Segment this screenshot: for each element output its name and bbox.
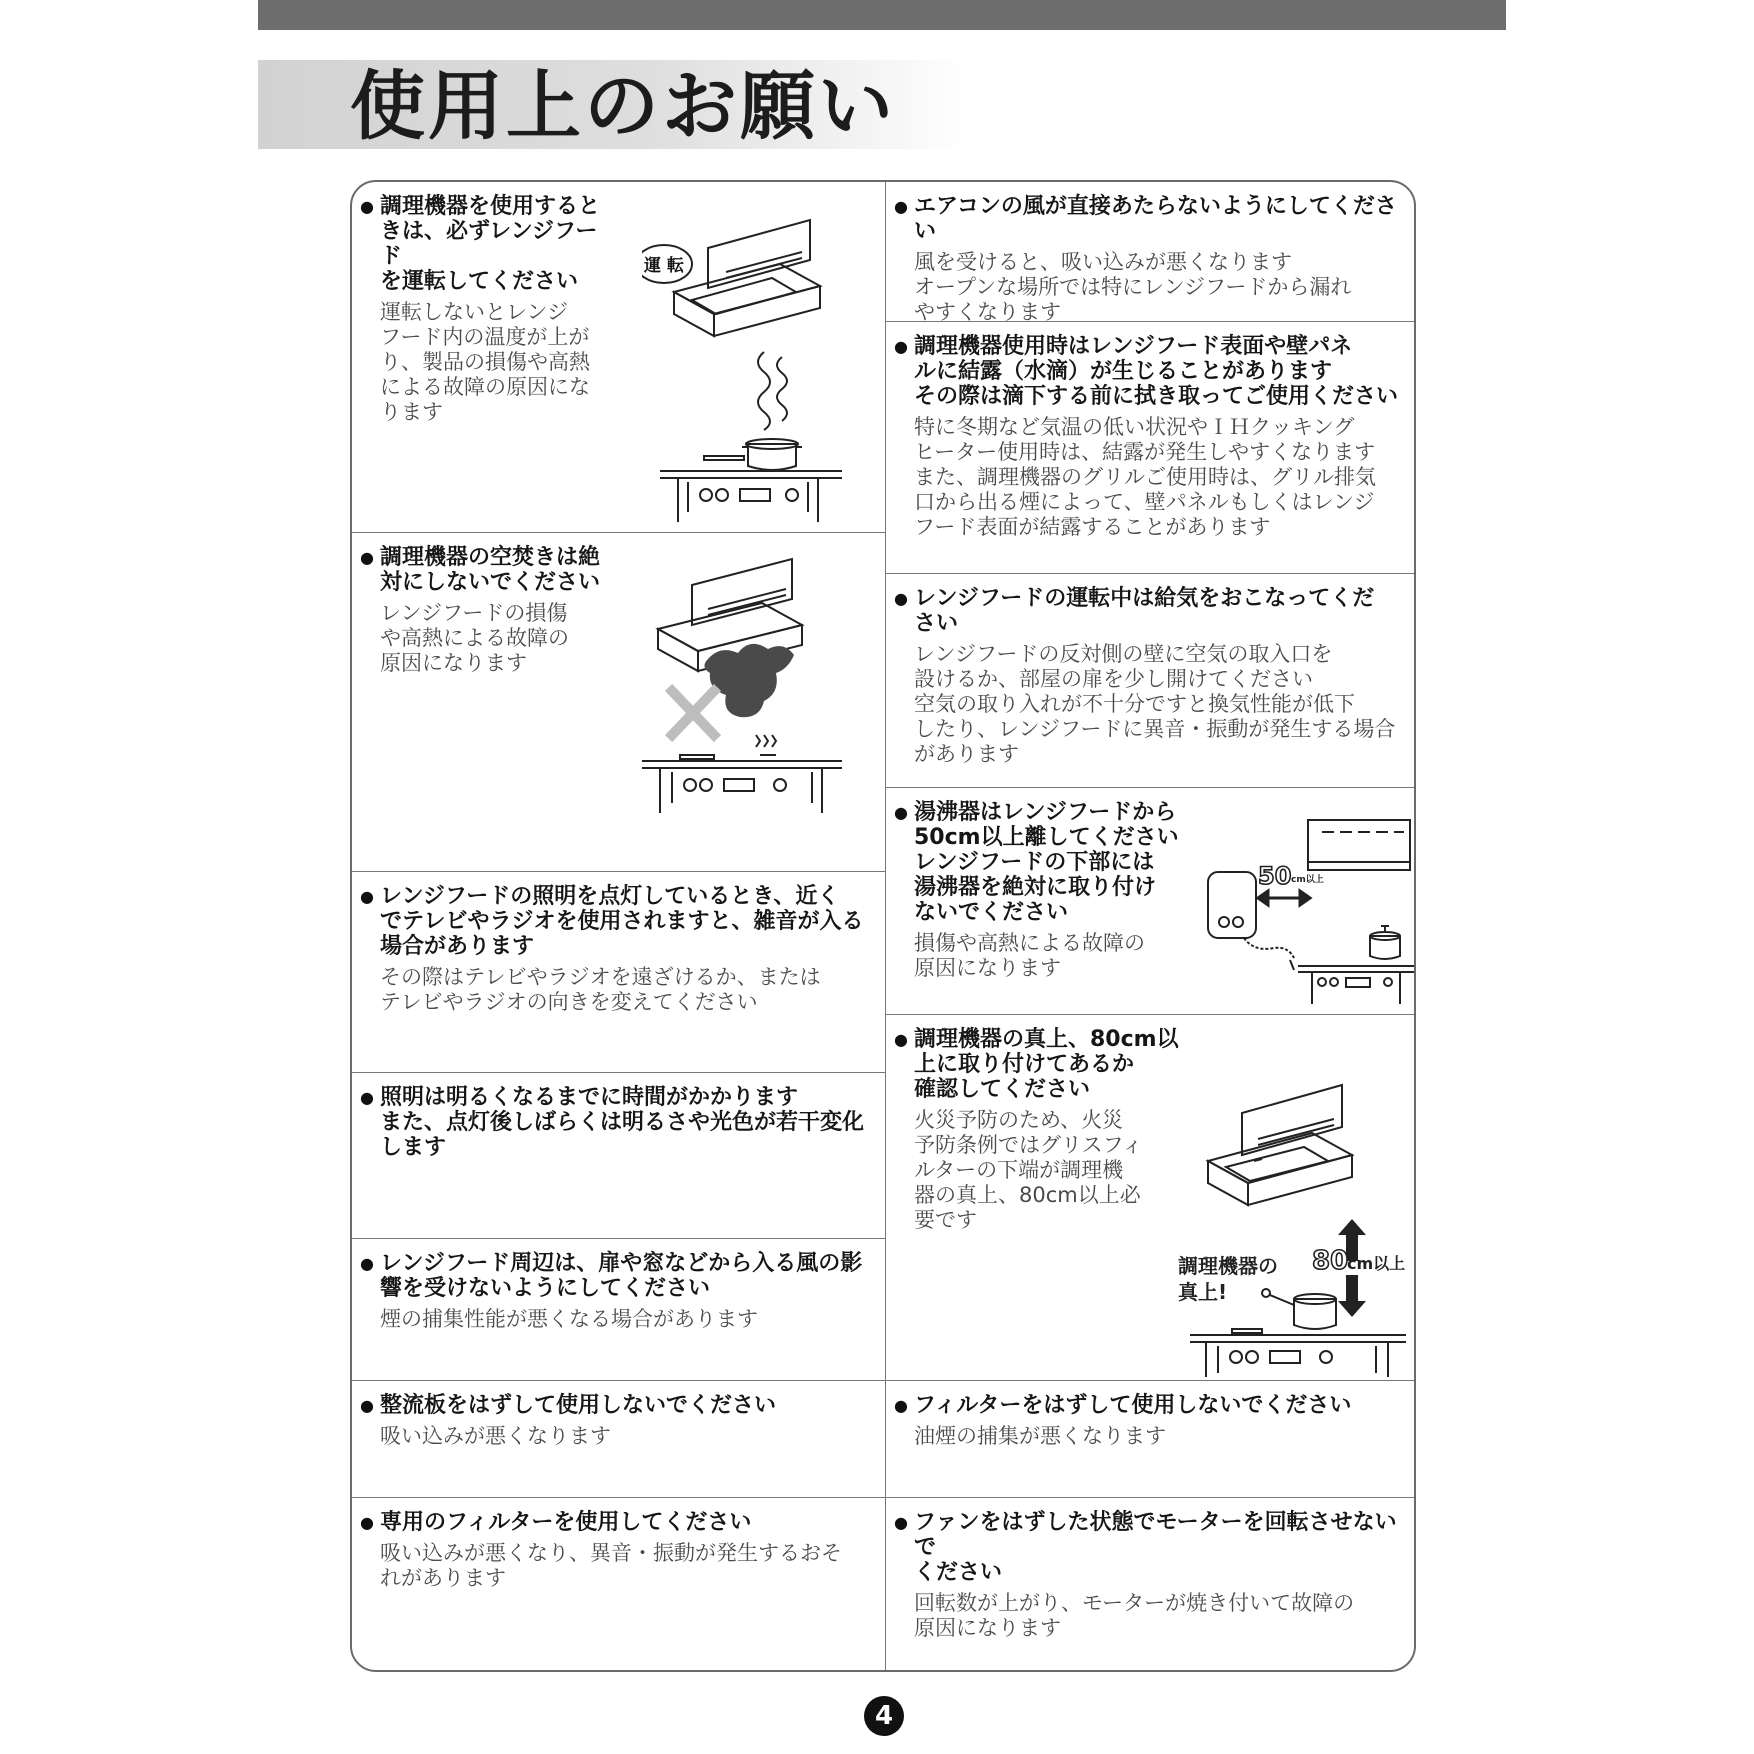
left-cell-2 (352, 533, 885, 872)
precaution-item (894, 800, 1196, 981)
page-number: 4 (864, 1696, 904, 1736)
precaution-item (360, 1085, 877, 1160)
item-body: 特に冬期など気温の低い状況やＩＨクッキング ヒーター使用時は、結露が発生しやすくなります また、調理機器のグリルご使用時は、グリル排気 口から出る煙によって、壁パネルもしくはレンジ フード表面が結露することがあります (914, 415, 1376, 539)
left-cell-7 (352, 1498, 885, 1672)
left-cell-1 (352, 182, 885, 533)
right-cell-1 (886, 182, 1416, 322)
item-heading: 調理機器使用時はレンジフード表面や壁パネ ルに結露（水滴）が生じることがあります その際は滴下する前に拭き取ってご使用ください (914, 334, 1399, 409)
precaution-item (894, 1027, 1196, 1233)
bullet-icon: ● (360, 197, 374, 216)
item-heading: ファンをはずした状態でモーターを回転させないで ください (914, 1510, 1397, 1585)
bullet-icon: ● (894, 803, 908, 822)
distance-80-unit: cm以上 (1347, 1254, 1406, 1273)
item-body: 損傷や高熱による故障の 原因になります (914, 931, 1145, 980)
item-body: 回転数が上がり、モーターが焼き付いて故障の 原因になります (914, 1591, 1355, 1640)
item-body: 油煙の捕集が悪くなります (914, 1424, 1166, 1448)
item-heading: レンジフードの運転中は給気をおこなってくだ さい (914, 586, 1375, 636)
precaution-item (894, 1510, 1408, 1641)
item-heading: 整流板をはずして使用しないでください (380, 1393, 777, 1418)
item-body: その際はテレビやラジオを遠ざけるか、または テレビやラジオの向きを変えてください (380, 965, 821, 1014)
water-heater-distance-illustration (1204, 818, 1414, 1008)
bullet-icon: ● (894, 1513, 908, 1532)
bullet-icon: ● (894, 589, 908, 608)
left-cell-5 (352, 1239, 885, 1381)
right-cell-7 (886, 1498, 1416, 1672)
directly-above-label-2: 真上! (1178, 1280, 1228, 1304)
item-heading: 調理機器の空焚きは絶 対にしないでください (380, 545, 601, 595)
right-cell-6 (886, 1381, 1416, 1498)
item-body: 吸い込みが悪くなります (380, 1424, 611, 1448)
precaution-item (360, 194, 615, 425)
dry-heating-prohibited-illustration (642, 553, 842, 853)
item-body: 風を受けると、吸い込みが悪くなります オープンな場所では特にレンジフードから漏れ やすくなります (914, 250, 1352, 324)
item-heading: レンジフード周辺は、扉や窓などから入る風の影 響を受けないようにしてください (380, 1251, 863, 1301)
left-cell-4 (352, 1073, 885, 1239)
bullet-icon: ● (360, 548, 374, 567)
right-cell-4 (886, 788, 1416, 1015)
hood-running-illustration (642, 212, 842, 522)
right-cell-2 (886, 322, 1416, 574)
bullet-icon: ● (360, 1396, 374, 1415)
left-cell-3 (352, 872, 885, 1073)
right-cell-5 (886, 1015, 1416, 1381)
item-heading: レンジフードの照明を点灯しているとき、近く でテレビやラジオを使用されますと、雑音が入る 場合があります (380, 884, 864, 959)
precautions-panel (350, 180, 1416, 1672)
precaution-item (360, 545, 615, 676)
distance-50-number: 50 (1258, 862, 1292, 890)
left-cell-6 (352, 1381, 885, 1498)
directly-above-label-1: 調理機器の (1178, 1254, 1278, 1278)
item-heading: エアコンの風が直接あたらないようにしてください (914, 194, 1397, 244)
hood-80cm-above-illustration (1174, 1077, 1414, 1377)
item-body: 煙の捕集性能が悪くなる場合があります (380, 1307, 758, 1331)
precaution-item (360, 884, 877, 1015)
bullet-icon: ● (360, 1088, 374, 1107)
item-heading: 調理機器を使用すると きは、必ずレンジフード を運転してください (380, 194, 601, 294)
item-body: 火災予防のため、火災 予防条例ではグリスフィ ルターの下端が調理機 器の真上、80cm以上必 要です (914, 1108, 1143, 1232)
bullet-icon: ● (894, 1030, 908, 1049)
precaution-item (360, 1251, 877, 1332)
precaution-item (894, 194, 1408, 325)
item-body: レンジフードの損傷 や高熱による故障の 原因になります (380, 601, 569, 675)
bullet-icon: ● (360, 1254, 374, 1273)
precaution-item (360, 1510, 877, 1591)
precaution-item (360, 1393, 877, 1449)
run-label: 運 転 (644, 256, 684, 276)
right-cell-3 (886, 574, 1416, 788)
item-heading: フィルターをはずして使用しないでください (914, 1393, 1352, 1418)
precaution-item (894, 1393, 1408, 1449)
precaution-item (894, 334, 1408, 540)
top-bar (258, 0, 1506, 30)
item-heading: 湯沸器はレンジフードから 50cm以上離してください レンジフードの下部には 湯沸器を絶対に取り付け ないでください (914, 800, 1179, 925)
item-body: 吸い込みが悪くなり、異音・振動が発生するおそ れがあります (380, 1541, 842, 1590)
item-heading: 調理機器の真上、80cm以上に取り付けてあるか 確認してください (914, 1027, 1179, 1102)
bullet-icon: ● (894, 1396, 908, 1415)
bullet-icon: ● (360, 887, 374, 906)
item-heading: 専用のフィルターを使用してください (380, 1510, 752, 1535)
distance-50-unit: cm以上 (1291, 875, 1324, 885)
bullet-icon: ● (894, 337, 908, 356)
item-body: 運転しないとレンジ フード内の温度が上が り、製品の損傷や高熱 による故障の原因にな ります (380, 300, 590, 424)
distance-80-number: 80 (1312, 1246, 1349, 1276)
bullet-icon: ● (894, 197, 908, 216)
page-title: 使用上のお願い (350, 62, 897, 150)
bullet-icon: ● (360, 1513, 374, 1532)
item-heading: 照明は明るくなるまでに時間がかかります また、点灯後しばらくは明るさや光色が若干変化 します (380, 1085, 865, 1160)
precaution-item (894, 586, 1408, 767)
item-body: レンジフードの反対側の壁に空気の取入口を 設けるか、部屋の扉を少し開けてください 空気の取り入れが不十分ですと換気性能が低下 したり、レンジフードに異音・振動が発生する場合 があります (914, 642, 1396, 766)
